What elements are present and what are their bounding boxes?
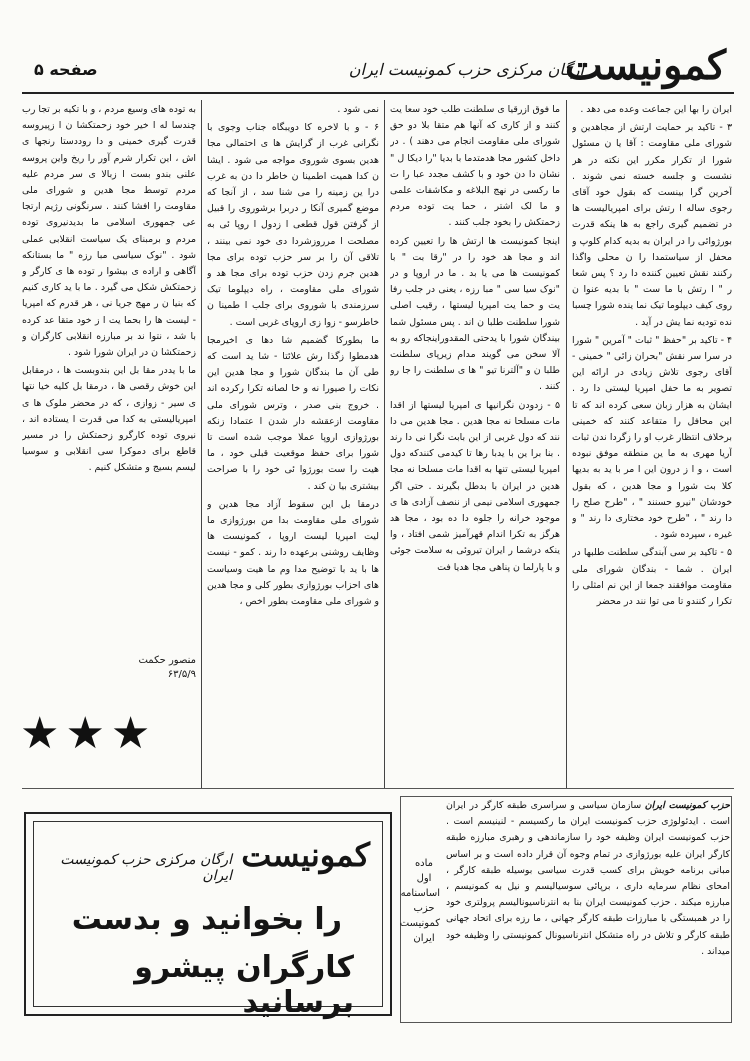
statute-side-label: ماده اول اساسنامه حزب کمونیست ایران bbox=[399, 858, 440, 944]
column-divider bbox=[384, 100, 385, 788]
paragraph: نمی شود . bbox=[337, 104, 379, 115]
paragraph: ایران را بها این جماعت وعده می دهد . bbox=[580, 104, 732, 115]
paragraph: درمقا بل این سقوط آزاد مجا هدین و شورای ملی مقاومت بدا من بورژوازی ما لیت امپریا لیست اروپا ، کمونیست ها وظایف روشنی برعهده دا رند . کمو - نیست ها با ید با توضیح مدا وم ما هیت وسیاست های احزاب بورژوازی بطور کلی و مجا هدین و شورای ملی مقاومت بطور اخص ، bbox=[207, 498, 379, 608]
column-divider bbox=[201, 100, 202, 788]
article-column-1 bbox=[572, 102, 732, 792]
paragraph: ۳ - تاکید بر حمایت ارتش از مجاهدین و شورای ملی مقاومت : آقا یا ن مسئول شورا از تکرار مکرر این نکته در هر نشست و جلسه خسته نمی شوند . آخرین گرا بینست که بقول خود آقای رجوی ساله ا رتش برای امپریالیست ها در تضمیم گیری راجع به ها ینکه قدرت بورژوائی را در ایران به بدیه کدام کلوپ و محفل از سیاستمدا را ن محلی واگذا رکنند نقش تعیین کننده دا رد ؟ پس شعا ر " ا رتش با ما ست " با بدیه عنوا ن روی کیف دیپلوما تیک نما ینده شورا چسبا نده تودیه نما یش در آید . bbox=[572, 122, 732, 328]
ad-slogan-line-1: را بخوانید و بدست bbox=[71, 902, 342, 937]
article-column-3 bbox=[207, 102, 379, 792]
ad-subtitle: ارگان مرکزی حزب کمونیست ایران bbox=[60, 852, 232, 884]
paragraph: ما فوق ازرقیا ی سلطنت طلب خود سعا یت کنند و از کاری که آنها هم متقا بلا دو حق شورای ملی مقاومت انجام می دهند ) . در داخل کشور مجا هدمتدما با بدیا "را دیکا ل " نشان دا دن خود و با کشف مجدد عبا را ت ما رکسی در نهج البلاغه و مکاشفات علمی و ما لک اشتر ، حما یت توده مردم زحمتکش را بخود جلب کنند . bbox=[390, 104, 560, 229]
masthead bbox=[22, 42, 734, 94]
paragraph: ۶ - و با لاخره کا دویبگاه جناب وجوی با نگرانی غرب از گرایش ها ی احتمالی مجا هدین بسوی شوروی مواجه می شود . ایشا ن کدا همیت اطمینا ن خاطر دا دن به غرب درا ین زمینه را می شنا سد ، از آنجا که موضع گمیری آنکا ر دربرا برشوروی را قبیل از گرفتن قول قطعی ا زدول ا روپا ئی به مصلحت ا مرروزشردا دی خود نمی بینند ، تلاقی آن را بر سر حزب توده برای مجا هدین جرم زدن حزب توده برای مجا هد و شورای ملی مقاومت ، راه دیپلوما تیک سرزمندی با شوروی برای جلب ا طمینا ن خاطرسو - زوا زی اروپای غربی است . bbox=[207, 122, 379, 328]
paragraph: ۵ - تاکید بر سی آبندگی سلطنت طلبها در ایران . شما - بندگان شورای ملی مقاومت موافقند جمعا از این نم امثلی را تکرا ر کنندو تا می توا نند در محضر bbox=[572, 547, 732, 608]
paragraph: ما با یددر مقا بل این بندوبست ها ، درمقابل این خوش رقصی ها ، درمقا بل کلیه خیا نتها ی سیر - زوازی ، که در محضر ملوک ها ی امپریالیستی به کدا می قدرت ا یستاده اند ، نیروی توده کارگرو زحمتکش را در مسیر قاطع برای دموکرا سی انقلابی و سوسیا لیسم بسیج و متشکل کنیم . bbox=[22, 365, 196, 474]
publication-logo: کمونیست bbox=[565, 42, 726, 89]
article-date: ۶۳/۵/۹ bbox=[167, 669, 196, 680]
paragraph: ۴ - تاکید بر "حفظ " ثبات " آمرین " شورا در سرا سر نقش "بحران زائی " خمینی - آقای رجوی تلاش زیادی در ارائه این تصویر به ما حفل امپریا لیستی دا رد . ایشان به هزار زبان سعی کرده اند که تا این محافل را متقاعد کنند که خمینی برخلاف انتظار غرب او را زگردا ندن ثبات آریا مهری به ما ین منطقه موفق نبوده است ، و ا ز درون این ا مر با ید به بدیها کلا بت شورا و مجا هدین ، که بقول خودشان "نیرو حسنند " ، "طرح صلح را دا رند " ، "طرح خود مختاری دا رند " و غیره ، سپرده شود . bbox=[572, 334, 732, 541]
ad-slogan-line-2: کارگران پیشرو برسانید bbox=[134, 950, 354, 1020]
paragraph: به توده های وسیع مردم ، و با تکیه بر تجا رب چندسا له ا خیر خود زحمتکشا ن ا زپیروسه قدرت گیری خمینی و دا روددستا رنجها ی اش ، این تکرار شرم آور را ریخ واین پروسه علنی بندو بست ا زبالا ی سر مردم علیه مردم توسط مجا هدین و شورای ملی مقاومت را افشا کنند . سرنگونی رژیم ارتجا عی جمهوری اسلامی ما بدیدنیروی توده مردم و برمبنای یک سیاست انقلابی عملی شود . "نوک سیاسی مبا رزه " ما بستانکه آگاهی و اراده ی بیشوا ر توده ها ی کارگر و زحمتکش شکل می گیرد . ما با ید کاری کنیم که بنیا ن ر مهج جریا نی ، هر قدرم که امپریا - لیست ها را بحما یت ا ز خود متقا عد کرده با شد ، نتوا ند بر مبارزه انقلابی کارگران و زحمتکشا ن در ایران شورا شود . bbox=[22, 104, 196, 359]
header-rule bbox=[22, 92, 734, 94]
column-divider bbox=[566, 100, 567, 788]
author-name: منصور حکمت bbox=[138, 655, 196, 666]
article-column-2 bbox=[390, 102, 560, 792]
statute-text-block bbox=[446, 798, 730, 960]
article-column-4 bbox=[22, 102, 196, 647]
paragraph: اینجا کمونیست ها ارتش ها را تعیین کرده اند و مجا هد خود را در "رقا بت " با کمونیست ها می یا بد . ما در اروپا و در "نوک سیا سی " مبا رزه ، یعنی در جلب رفا یت و حما یت امپریا لیستها ، رقیب اصلی شورا سلطنت طلبا ن اند . پس مسئول شما بیندگان شورا با یدحتی المقدوراینجاکه رو به آلا سخن می گویند مدام زیرپای سلطنت طلبا ن و "آلترنا تیو " ها ی سلطنت را جا رو کنند . bbox=[390, 235, 560, 393]
ad-logo: کمونیست bbox=[241, 836, 370, 874]
author-signature bbox=[100, 654, 196, 682]
paragraph: ما بطورکا گضمیم شا دها ی اخیرمجا هدمطوا زگذا رش علائتا - شا ید است که طی آن ما بندگان شورا و مجا هدین این نکات را صیورا نه و خا لصانه تکرا رکرده اند . خروج بنی صدر ، وترس شورای ملی مقاومت ازعقشه دار شدن ا عتمادا زنکه بورژوازی اروپا عملا موجب شده است تا شورا برای حفظ موقعیت قبلی خود ، ما هیت را ست بورژوا ئی خود را با صراحت بیشتری بیا ن کند . bbox=[207, 334, 379, 492]
publication-subtitle: ارگان مرکزی حزب کمونیست ایران bbox=[348, 60, 584, 79]
statute-body: سازمان سیاسی و سراسری طبقه کارگر در ایران است . ایدئولوژی حزب کمونیست ایران ما رکسیسم - لنینیسم است . حزب کمونیست ایران وظیفه خود را سازماندهی و رهبری مبارزه طبقه کارگر ایران علیه بورژوازی در تمام وجوه آن قرار داده است و بر اساس مبانی برنامه خویش برای کسب قدرت سیاسی بوسیله طبقه کارگر ، امحای نظام سرمایه داری ، برپائی سوسیالیسم و نیل به کمونیسم ، مبارزه میکند . حزب کمونیست ایران بنا به انترناسیونالیسم پرولتری خود را در همبستگی با مبارزات طبقه کارگر جهانی ، ما رزه برای اتحاد جهانی طبقه کارگر و تلاش در راه متشکل انترناسیونال کمونیستی را وظیفه خود میداند . bbox=[446, 800, 730, 957]
page-number: صفحه ۵ bbox=[34, 60, 98, 79]
stars-ornament: ★★★ bbox=[20, 708, 157, 759]
ad-inner-frame bbox=[33, 821, 383, 1020]
read-and-distribute-box bbox=[24, 812, 392, 1020]
statute-title: حزب کمونیست ایران bbox=[644, 800, 730, 811]
section-rule bbox=[22, 788, 734, 789]
paragraph: ۵ - زدودن نگرانیها ی امپریا لیستها از اقدا مات مسلحا نه مجا هدین . مجا هدین می دا نند که دول غربی از این بابت نگرا نی دا رند . بنا برا ین با یدبا رها تا کیدمی کنندکه دول امپریا لیستی تنها به اقدا مات مسلحا نه مجا هدین در ایران با بدطل بگیرند . حتی اگر جمهوری اسلامی نیمی از ننصف آزادی ها ی موجود خرانه را جلوه دا ده بود ، مجا هد هرگز به تکرا اندام قهرآمیز شمی افتاد ، وا ینکه درشما ر ایران تیروئی به سلامت جوئی و با پارلما ن پناهی مجا هدیا فت bbox=[390, 399, 560, 573]
